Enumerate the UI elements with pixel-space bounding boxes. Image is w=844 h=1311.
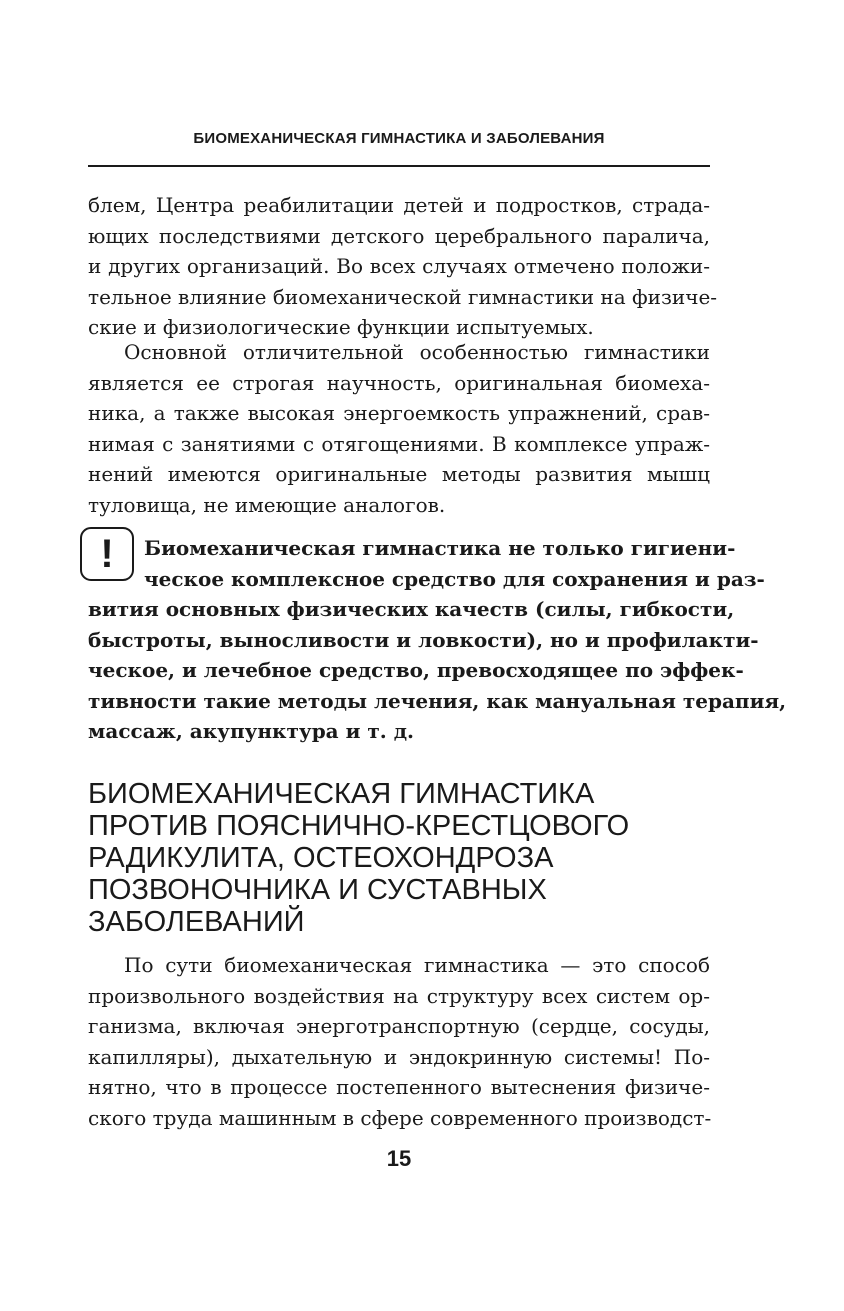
notice-line: вития основных физических качеств (силы, гибкости, (88, 597, 735, 621)
paragraph-3-line: нятно, что в процессе постепенного вытеснения физиче- (88, 1075, 710, 1099)
paragraph-1 (88, 190, 718, 343)
running-header: БИОМЕХАНИЧЕСКАЯ ГИМНАСТИКА И ЗАБОЛЕВАНИЯ (193, 130, 605, 147)
notice-line: быстроты, выносливости и ловкости), но и профилакти- (88, 627, 759, 652)
paragraph-2-line: нимая с занятиями с отягощениями. В комплексе упраж- (88, 431, 710, 456)
header-rule (88, 165, 710, 167)
notice-line: ческое, и лечебное средство, превосходящее по эффек- (88, 658, 744, 682)
section-heading-line: ЗАБОЛЕВАНИЙ (88, 906, 305, 938)
paragraph-3-line: произвольного воздействия на структуру всех систем ор- (88, 983, 710, 1008)
paragraph-1-line: тельное влияние биомеханической гимнастики на физиче- (88, 284, 718, 309)
paragraph-2 (88, 337, 710, 520)
notice-paragraph (88, 533, 787, 747)
section-heading-line: РАДИКУЛИТА, ОСТЕОХОНДРОЗА (88, 842, 554, 874)
notice-line: Биомеханическая гимнастика не только гигиени- (144, 536, 736, 560)
paragraph-1-line: ющих последствиями детского церебрального паралича, (88, 223, 710, 248)
paragraph-2-line: туловища, не имеющие аналогов. (88, 492, 446, 517)
paragraph-3 (88, 950, 710, 1133)
paragraph-2-line: является ее строгая научность, оригинальная биомеха- (88, 370, 710, 395)
paragraph-1-line: блем, Центра реабилитации детей и подростков, страда- (88, 193, 710, 217)
notice-line: тивности такие методы лечения, как мануальная терапия, (88, 688, 787, 713)
section-heading-line: ПРОТИВ ПОЯСНИЧНО-КРЕСТЦОВОГО (88, 810, 630, 842)
paragraph-1-line: ские и физиологические функции испытуемых. (88, 315, 594, 339)
paragraph-3-line: ганизма, включая энерготранспортную (сердце, сосуды, (88, 1014, 710, 1038)
section-heading (88, 778, 710, 938)
paragraph-2-line: ника, а также высокая энергоемкость упражнений, срав- (88, 401, 710, 425)
exclamation-symbol: ! (100, 532, 114, 576)
paragraph-2-line: Основной отличительной особенностью гимнастики (124, 340, 710, 364)
section-heading-line: ПОЗВОНОЧНИКА И СУСТАВНЫХ (88, 874, 547, 906)
paragraph-1-line: и других организаций. Во всех случаях отмечено положи- (88, 254, 710, 278)
paragraph-3-line: ского труда машинным в сфере современного производст- (88, 1105, 712, 1130)
paragraph-2-line: нений имеются оригинальные методы развития мышц (88, 462, 710, 486)
notice-line: массаж, акупунктура и т. д. (88, 719, 415, 743)
page-number: 15 (386, 1146, 412, 1171)
section-heading-line: БИОМЕХАНИЧЕСКАЯ ГИМНАСТИКА (88, 778, 595, 810)
notice-line: ческое комплексное средство для сохранения и раз- (144, 566, 765, 591)
paragraph-3-line: По сути биомеханическая гимнастика — это способ (124, 953, 710, 977)
paragraph-3-line: капилляры), дыхательную и эндокринную системы! По- (88, 1044, 710, 1069)
